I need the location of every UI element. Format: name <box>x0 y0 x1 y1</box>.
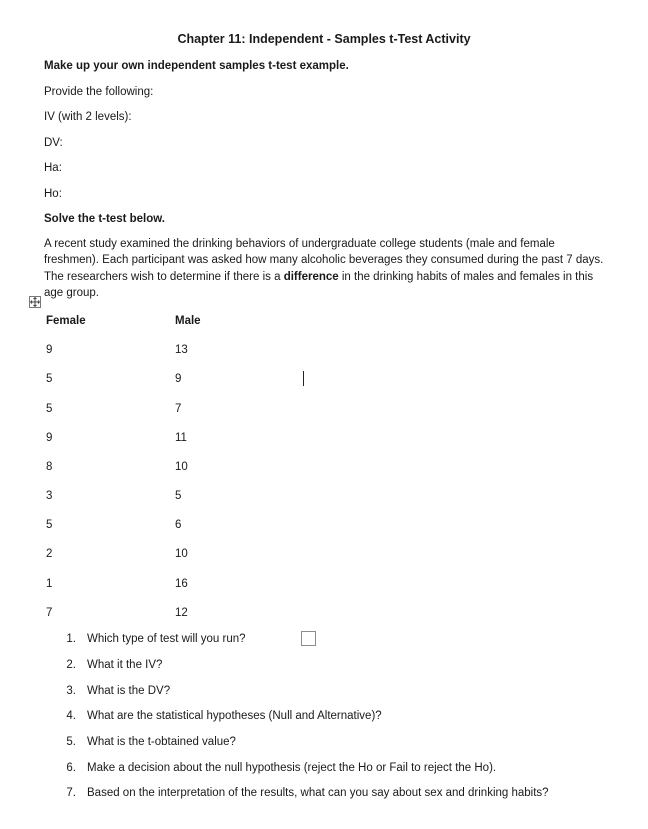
question-text[interactable]: Based on the interpretation of the results, what can you say about sex and drinking habits? <box>87 787 549 799</box>
question-number: 6. <box>66 762 76 774</box>
question-text[interactable]: What are the statistical hypotheses (Null and Alternative)? <box>87 710 382 722</box>
male-cell: 13 <box>175 344 188 356</box>
male-cell: 11 <box>175 432 187 444</box>
question-text[interactable]: Make a decision about the null hypothesis (reject the Ho or Fail to reject the Ho). <box>87 762 497 774</box>
question-text[interactable]: Which type of test will you run? <box>87 633 246 645</box>
ho-field-label[interactable]: Ho: <box>44 188 62 200</box>
female-cell: 2 <box>46 548 53 560</box>
female-cell: 7 <box>46 607 53 619</box>
question-text[interactable]: What it the IV? <box>87 659 163 671</box>
male-cell: 10 <box>175 461 188 473</box>
dv-field-label[interactable]: DV: <box>44 137 63 149</box>
text-cursor <box>303 371 304 386</box>
male-cell: 9 <box>175 373 182 385</box>
question-number: 1. <box>66 633 76 645</box>
female-cell: 5 <box>46 373 53 385</box>
male-cell: 6 <box>175 519 182 531</box>
female-cell: 5 <box>46 403 53 415</box>
male-cell: 5 <box>175 490 182 502</box>
header-male: Male <box>175 315 201 327</box>
female-cell: 5 <box>46 519 53 531</box>
female-cell: 1 <box>46 578 53 590</box>
question-number: 3. <box>66 685 76 697</box>
paragraph-text-after: in the drinking habits of males and females in this age group. <box>44 270 594 299</box>
ha-field-label[interactable]: Ha: <box>44 162 62 174</box>
male-cell: 12 <box>175 607 188 619</box>
question-text[interactable]: What is the DV? <box>87 685 171 697</box>
female-cell: 8 <box>46 461 53 473</box>
document-title: Chapter 11: Independent - Samples t-Test Activity <box>177 32 471 46</box>
solve-heading: Solve the t-test below. <box>44 213 165 225</box>
male-cell: 7 <box>175 403 182 415</box>
header-female: Female <box>46 315 86 327</box>
provide-label: Provide the following: <box>44 86 154 98</box>
paragraph-text-before: A recent study examined the drinking behaviors of undergraduate college students (male and female freshmen). Each participant was asked how many alcoholic beverages they consumed during the past 7 days. The researchers wish to determine if there is a <box>44 238 604 283</box>
male-cell: 10 <box>175 548 188 560</box>
question-text[interactable]: What is the t-obtained value? <box>87 736 236 748</box>
female-cell: 3 <box>46 490 53 502</box>
intro-instruction: Make up your own independent samples t-test example. <box>44 60 349 72</box>
question-number: 4. <box>66 710 76 722</box>
problem-paragraph <box>44 236 604 301</box>
female-cell: 9 <box>46 344 53 356</box>
question-number: 7. <box>66 787 76 799</box>
question-number: 2. <box>66 659 76 671</box>
male-cell: 16 <box>175 578 188 590</box>
iv-field-label[interactable]: IV (with 2 levels): <box>44 111 132 123</box>
paragraph-bold-word: difference <box>283 270 339 283</box>
checkbox[interactable] <box>301 631 316 646</box>
question-number: 5. <box>66 736 76 748</box>
table-move-handle-icon[interactable] <box>29 296 41 308</box>
female-cell: 9 <box>46 432 53 444</box>
